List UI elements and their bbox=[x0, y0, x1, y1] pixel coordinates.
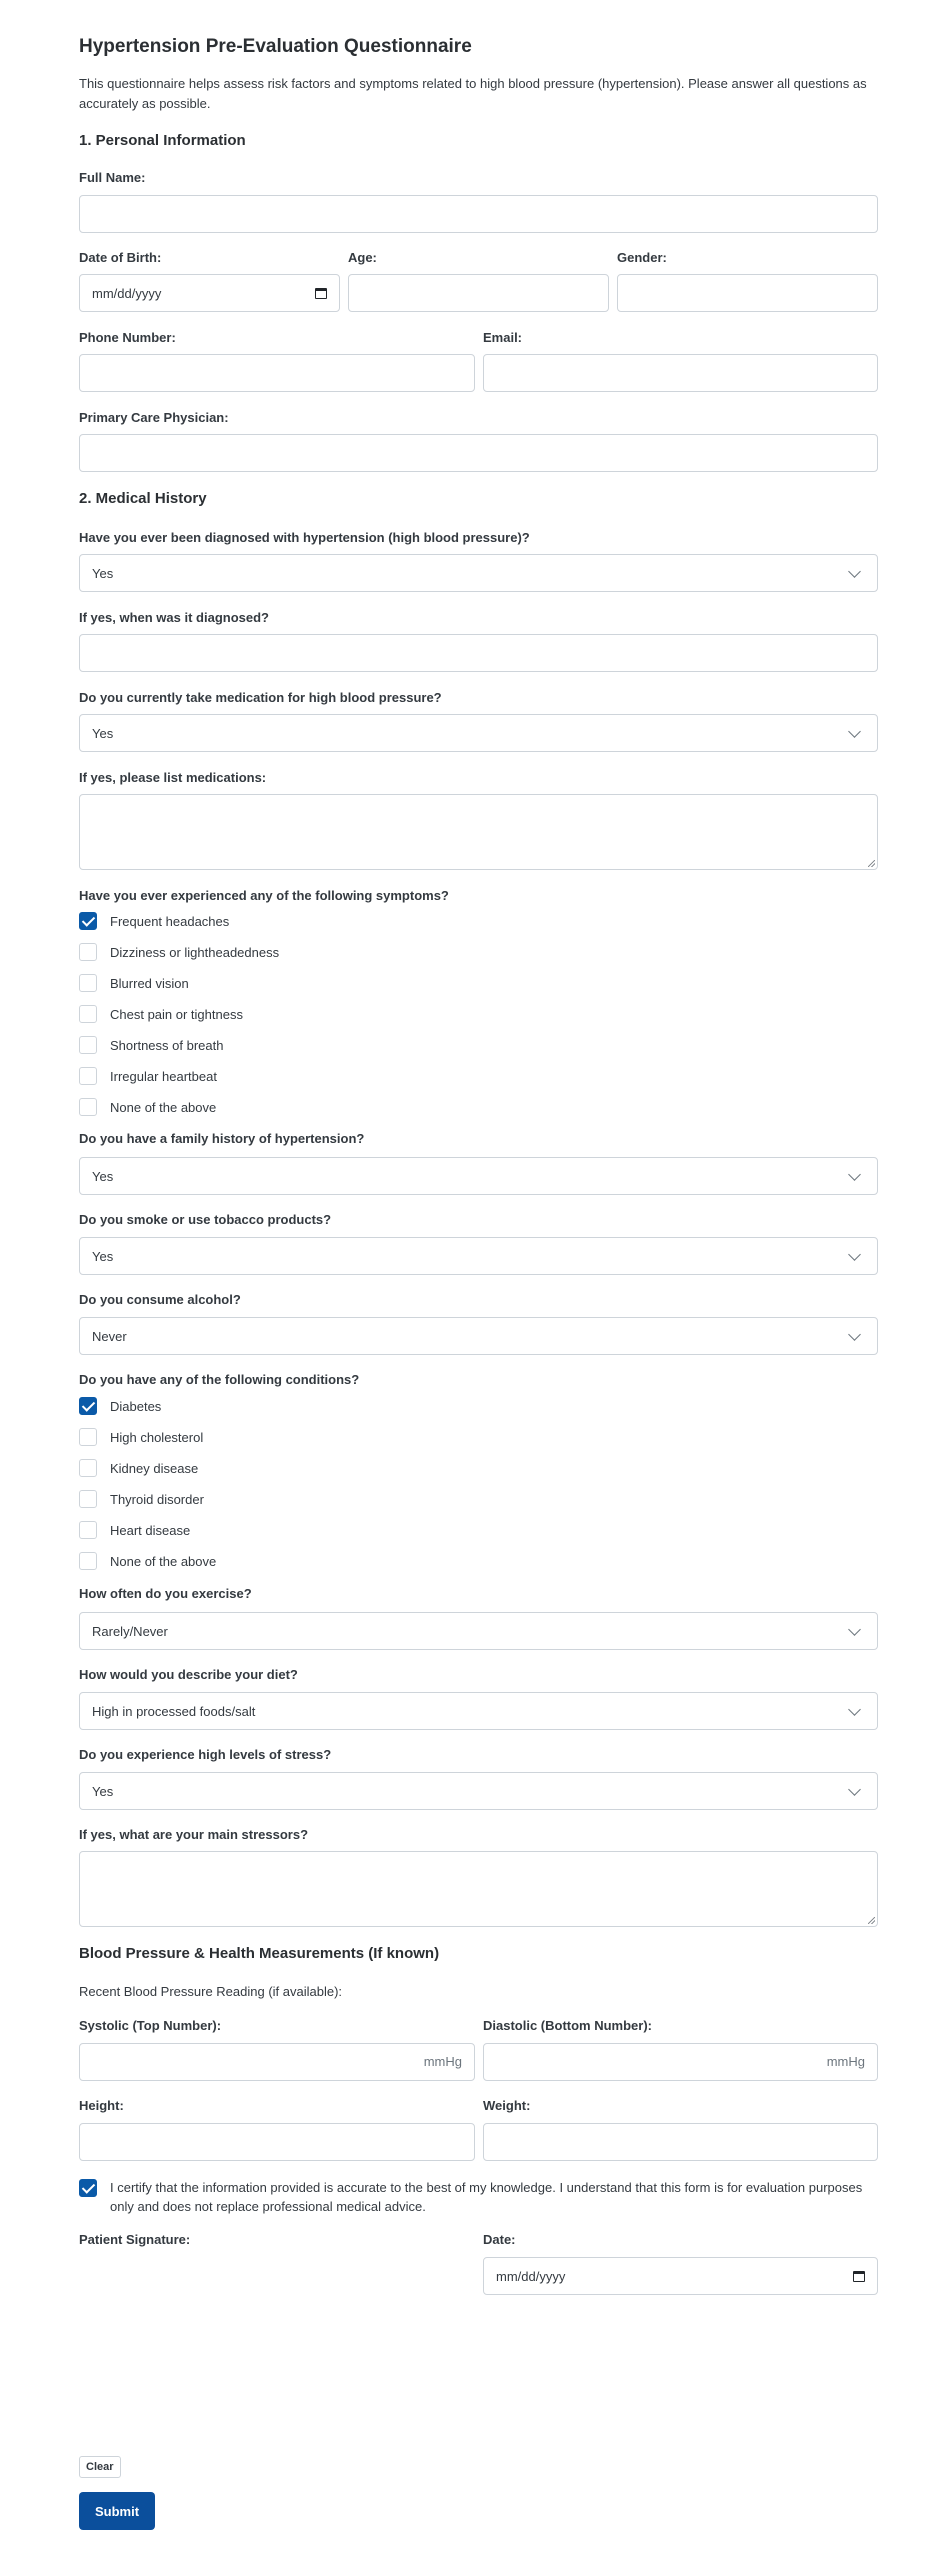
age-input[interactable] bbox=[348, 274, 609, 312]
condition-option-label: High cholesterol bbox=[110, 1429, 204, 1445]
date-placeholder: mm/dd/yyyy bbox=[496, 2268, 566, 2284]
dob-label: Date of Birth: bbox=[79, 250, 162, 265]
intro-text: This questionnaire helps assess risk factors and symptoms related to high blood pressure (hypertension). Please answer all questions as accurately as possible. bbox=[79, 76, 867, 111]
resize-handle-icon[interactable] bbox=[868, 860, 875, 867]
condition-option[interactable] bbox=[79, 1428, 203, 1446]
condition-option[interactable] bbox=[79, 1490, 204, 1508]
submit-button[interactable]: Submit bbox=[79, 2492, 155, 2530]
symptom-checkbox[interactable] bbox=[79, 912, 97, 930]
exercise-value: Rarely/Never bbox=[92, 1623, 168, 1639]
symptom-option-label: Dizziness or lightheadedness bbox=[110, 944, 280, 960]
exercise-select[interactable] bbox=[79, 1612, 878, 1650]
condition-checkbox[interactable] bbox=[79, 1521, 97, 1539]
systolic-unit: mmHg bbox=[423, 2054, 462, 2069]
condition-checkbox[interactable] bbox=[79, 1428, 97, 1446]
clear-button[interactable]: Clear bbox=[79, 2456, 121, 2478]
chevron-down-icon bbox=[848, 1703, 861, 1716]
systolic-input[interactable] bbox=[79, 2043, 475, 2081]
symptom-option-label: None of the above bbox=[110, 1099, 217, 1115]
dob-placeholder: mm/dd/yyyy bbox=[92, 285, 162, 301]
list-medications-question: If yes, please list medications: bbox=[79, 770, 267, 785]
stressors-question: If yes, what are your main stressors? bbox=[79, 1827, 309, 1842]
alcohol-value: Never bbox=[92, 1328, 127, 1344]
age-label: Age: bbox=[348, 250, 377, 265]
symptom-option-label: Shortness of breath bbox=[110, 1037, 224, 1053]
symptom-option-label: Chest pain or tightness bbox=[110, 1006, 243, 1022]
stress-select[interactable] bbox=[79, 1772, 878, 1810]
condition-checkbox[interactable] bbox=[79, 1490, 97, 1508]
condition-checkbox[interactable] bbox=[79, 1397, 97, 1415]
symptom-option[interactable] bbox=[79, 1005, 243, 1023]
section-personal-title: 1. Personal Information bbox=[79, 132, 246, 149]
symptom-checkbox[interactable] bbox=[79, 1067, 97, 1085]
condition-option[interactable] bbox=[79, 1459, 198, 1477]
diet-question: How would you describe your diet? bbox=[79, 1667, 298, 1682]
symptom-checkbox[interactable] bbox=[79, 974, 97, 992]
date-label: Date: bbox=[483, 2232, 516, 2247]
condition-checkbox[interactable] bbox=[79, 1552, 97, 1570]
symptom-option[interactable] bbox=[79, 1036, 223, 1054]
recent-reading-label: Recent Blood Pressure Reading (if available): bbox=[79, 1984, 343, 1999]
gender-input[interactable] bbox=[617, 274, 878, 312]
systolic-label: Systolic (Top Number): bbox=[79, 2018, 222, 2033]
smoke-question: Do you smoke or use tobacco products? bbox=[79, 1212, 332, 1227]
dob-input[interactable] bbox=[79, 274, 340, 312]
condition-checkbox[interactable] bbox=[79, 1459, 97, 1477]
symptom-option-label: Frequent headaches bbox=[110, 913, 230, 929]
chevron-down-icon bbox=[848, 565, 861, 578]
alcohol-question: Do you consume alcohol? bbox=[79, 1292, 241, 1307]
date-input[interactable] bbox=[483, 2257, 878, 2295]
phone-label: Phone Number: bbox=[79, 330, 176, 345]
email-label: Email: bbox=[483, 330, 523, 345]
conditions-question: Do you have any of the following conditions? bbox=[79, 1372, 360, 1387]
certify-text: I certify that the information provided is accurate to the best of my knowledge. I understand that this form is for evaluation purposes only and does not replace professional medical advice. bbox=[110, 2180, 863, 2214]
diastolic-unit: mmHg bbox=[826, 2054, 865, 2069]
gender-label: Gender: bbox=[617, 250, 667, 265]
chevron-down-icon bbox=[848, 1248, 861, 1261]
condition-option-label: Thyroid disorder bbox=[110, 1491, 204, 1507]
stress-question: Do you experience high levels of stress? bbox=[79, 1747, 332, 1762]
diastolic-label: Diastolic (Bottom Number): bbox=[483, 2018, 652, 2033]
condition-option-label: Diabetes bbox=[110, 1398, 162, 1414]
condition-option[interactable] bbox=[79, 1521, 190, 1539]
alcohol-select[interactable] bbox=[79, 1317, 878, 1355]
family-history-question: Do you have a family history of hypertension? bbox=[79, 1131, 365, 1146]
condition-option-label: None of the above bbox=[110, 1553, 217, 1569]
symptoms-question: Have you ever experienced any of the following symptoms? bbox=[79, 888, 449, 903]
full-name-label: Full Name: bbox=[79, 170, 146, 185]
section-medical-title: 2. Medical History bbox=[79, 490, 207, 507]
diet-select[interactable] bbox=[79, 1692, 878, 1730]
calendar-icon[interactable] bbox=[315, 288, 327, 299]
symptom-option[interactable] bbox=[79, 912, 229, 930]
condition-option[interactable] bbox=[79, 1397, 161, 1415]
smoke-select[interactable] bbox=[79, 1237, 878, 1275]
condition-option-label: Heart disease bbox=[110, 1522, 191, 1538]
diastolic-input[interactable] bbox=[483, 2043, 878, 2081]
email-input[interactable] bbox=[483, 354, 878, 392]
medication-question: Do you currently take medication for high blood pressure? bbox=[79, 690, 442, 705]
resize-handle-icon[interactable] bbox=[868, 1917, 875, 1924]
full-name-input[interactable] bbox=[79, 195, 878, 233]
family-history-select[interactable] bbox=[79, 1157, 878, 1195]
phone-input[interactable] bbox=[79, 354, 475, 392]
when-diagnosed-question: If yes, when was it diagnosed? bbox=[79, 610, 269, 625]
page-title: Hypertension Pre-Evaluation Questionnaire bbox=[79, 36, 472, 57]
when-diagnosed-input[interactable] bbox=[79, 634, 878, 672]
certify-row[interactable] bbox=[79, 2178, 878, 2216]
physician-label: Primary Care Physician: bbox=[79, 410, 229, 425]
condition-option[interactable] bbox=[79, 1552, 216, 1570]
diet-value: High in processed foods/salt bbox=[92, 1703, 256, 1719]
calendar-icon[interactable] bbox=[853, 2271, 865, 2282]
section-measurements-title: Blood Pressure & Health Measurements (If known) bbox=[79, 1945, 440, 1962]
diagnosed-value: Yes bbox=[92, 565, 114, 581]
chevron-down-icon bbox=[848, 725, 861, 738]
symptom-checkbox[interactable] bbox=[79, 1005, 97, 1023]
smoke-value: Yes bbox=[92, 1248, 114, 1264]
medications-textarea[interactable] bbox=[79, 794, 878, 870]
symptom-option[interactable] bbox=[79, 943, 279, 961]
condition-option-label: Kidney disease bbox=[110, 1460, 199, 1476]
family-history-value: Yes bbox=[92, 1168, 114, 1184]
medication-select[interactable] bbox=[79, 714, 878, 752]
chevron-down-icon bbox=[848, 1623, 861, 1636]
diagnosed-select[interactable] bbox=[79, 554, 878, 592]
certify-checkbox[interactable] bbox=[79, 2179, 97, 2197]
symptom-checkbox[interactable] bbox=[79, 1036, 97, 1054]
chevron-down-icon bbox=[848, 1783, 861, 1796]
signature-label: Patient Signature: bbox=[79, 2232, 191, 2247]
physician-input[interactable] bbox=[79, 434, 878, 472]
symptom-option[interactable] bbox=[79, 974, 189, 992]
symptom-checkbox[interactable] bbox=[79, 943, 97, 961]
medication-value: Yes bbox=[92, 725, 114, 741]
height-input[interactable] bbox=[79, 2123, 475, 2161]
symptom-option-label: Blurred vision bbox=[110, 975, 189, 991]
stress-value: Yes bbox=[92, 1783, 114, 1799]
chevron-down-icon bbox=[848, 1168, 861, 1181]
symptom-option[interactable] bbox=[79, 1067, 217, 1085]
diagnosed-question: Have you ever been diagnosed with hypertension (high blood pressure)? bbox=[79, 530, 530, 545]
symptom-option-label: Irregular heartbeat bbox=[110, 1068, 217, 1084]
chevron-down-icon bbox=[848, 1328, 861, 1341]
symptom-option[interactable] bbox=[79, 1098, 216, 1116]
exercise-question: How often do you exercise? bbox=[79, 1586, 252, 1601]
weight-input[interactable] bbox=[483, 2123, 878, 2161]
stressors-textarea[interactable] bbox=[79, 1851, 878, 1927]
weight-label: Weight: bbox=[483, 2098, 531, 2113]
height-label: Height: bbox=[79, 2098, 124, 2113]
symptom-checkbox[interactable] bbox=[79, 1098, 97, 1116]
